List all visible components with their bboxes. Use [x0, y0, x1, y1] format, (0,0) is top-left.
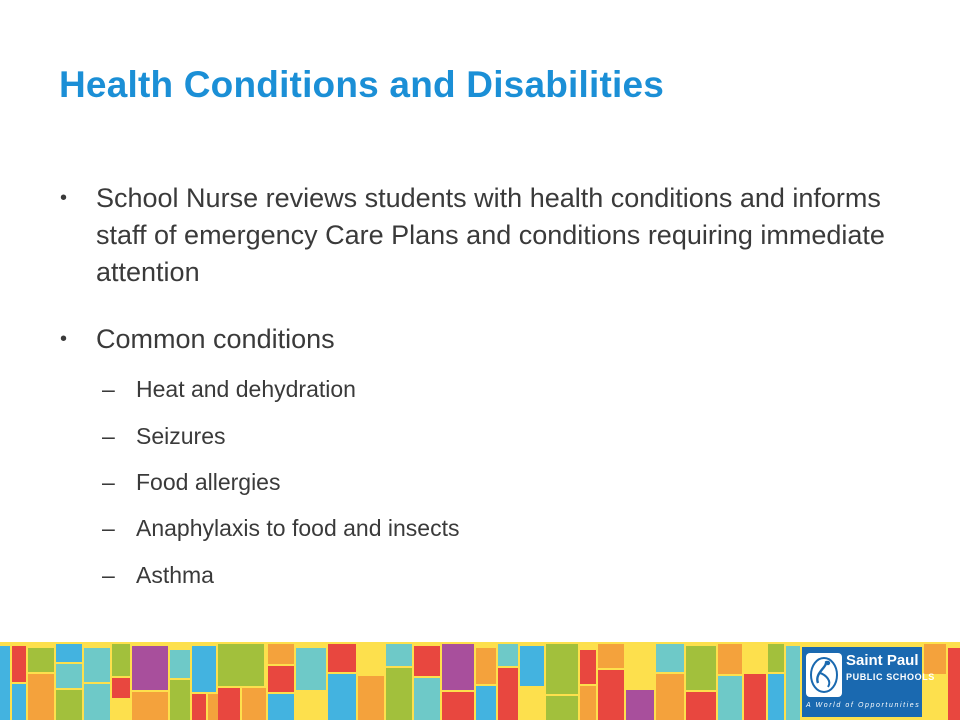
- slide-title: Health Conditions and Disabilities: [59, 64, 665, 105]
- sub-bullet-marker: –: [102, 562, 115, 588]
- sub-bullet-text: Asthma: [136, 562, 214, 588]
- sub-bullet-marker: –: [102, 515, 115, 541]
- sub-bullet-marker: –: [102, 469, 115, 495]
- sub-bullet-marker: –: [102, 423, 115, 449]
- bullet-item: [60, 180, 920, 300]
- logo-tagline: A World of Opportunities: [806, 702, 921, 709]
- saint-paul-public-schools-logo: [802, 647, 935, 717]
- logo-subtitle: PUBLIC SCHOOLS: [846, 672, 935, 682]
- bullet-marker: •: [60, 187, 68, 209]
- sub-bullet-text: Seizures: [136, 423, 226, 449]
- bullet-text: School Nurse reviews students with health conditions and informs staff of emergency Care Plans and conditions requiring immediate attention: [96, 183, 885, 287]
- sub-bullet-text: Anaphylaxis to food and insects: [136, 515, 460, 541]
- bullet-marker: •: [60, 328, 68, 350]
- bullet-text: Common conditions: [96, 324, 335, 354]
- bullet-item: [60, 321, 920, 361]
- sub-bullet-text: Food allergies: [136, 469, 281, 495]
- sub-bullet-marker: –: [102, 376, 115, 402]
- logo-emblem-icon: [806, 653, 842, 697]
- logo-name: Saint Paul: [846, 652, 919, 669]
- sub-bullet-text: Heat and dehydration: [136, 376, 356, 402]
